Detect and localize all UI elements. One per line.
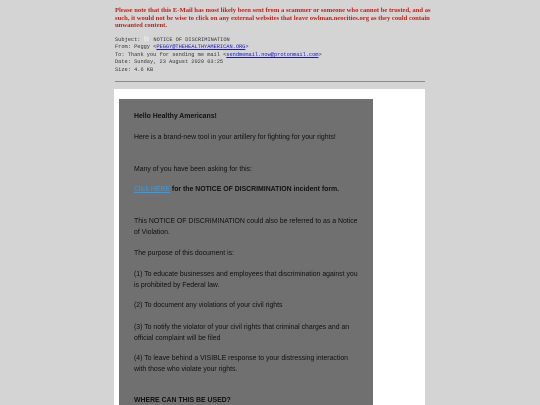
from-name: Peggy [134,44,150,51]
size-row [115,67,445,74]
to-row: To: Thank you for sending me mail <sendmemail.now@protonmail.com> [115,51,322,58]
email-headers [115,37,445,74]
header-divider [115,81,425,82]
also-referred-paragraph: This NOTICE OF DISCRIMINATION could also be referred to as a Notice of Violation. [134,218,358,236]
greeting: Hello Healthy Americans! [134,113,217,120]
form-link-paragraph [134,185,362,196]
to-text: Thank you for sending me mail [127,51,220,58]
purpose-point-4: (4) To leave behind a VISIBLE response to your distressing interaction with those who violate your rights. [134,355,348,373]
to-label: To: [115,51,125,58]
size-label: Size: [115,66,131,73]
date-label: Date: [115,59,131,66]
where-heading: WHERE CAN THIS BE USED? [134,397,231,404]
click-here-link[interactable]: Click HERE [134,186,170,193]
purpose-point-3: (3) To notify the violator of your civil rights that criminal charges and an official complaint will be filed [134,324,350,342]
form-link-rest: for the NOTICE OF DISCRIMINATION incident form. [170,186,340,193]
subject-value: NOTICE OF DISCRIMINATION [153,37,230,43]
scam-warning-notice: Please note that this E-Mail has most likely been sent from a scammer or someone who cannot be trusted, and as such, it would not be wise to click on any external websites that leave owlman.neocities.org as they could contain unwanted content. [115,7,431,30]
from-row: From: Peggy <PEGGY@THEHEALTHYAMERICAN.ORG> [115,44,249,51]
date-row [115,59,445,66]
from-label: From: [115,44,131,51]
size-value: 4.6 KB [134,66,154,73]
email-body [119,99,373,405]
subject-label: Subject: [115,37,141,43]
date-value: Sunday, 23 August 2020 03:25 [134,59,224,66]
intro-paragraph: Here is a brand-new tool in your artillery for fighting for your rights! [134,134,336,141]
subject-glyph: ⬜️ [143,37,151,43]
to-email-link[interactable]: sendmemail.now@protonmail.com [226,51,319,58]
purpose-paragraph: The purpose of this document is: [134,250,234,257]
purpose-point-1: (1) To educate businesses and employees that discrimination against you is prohibited by Federal law. [134,271,358,289]
from-email-link[interactable]: PEGGY@THEHEALTHYAMERICAN.ORG [156,44,246,51]
purpose-point-2: (2) To document any violations of your civil rights [134,302,283,309]
asking-paragraph: Many of you have been asking for this: [134,166,252,173]
subject-row [115,37,445,44]
